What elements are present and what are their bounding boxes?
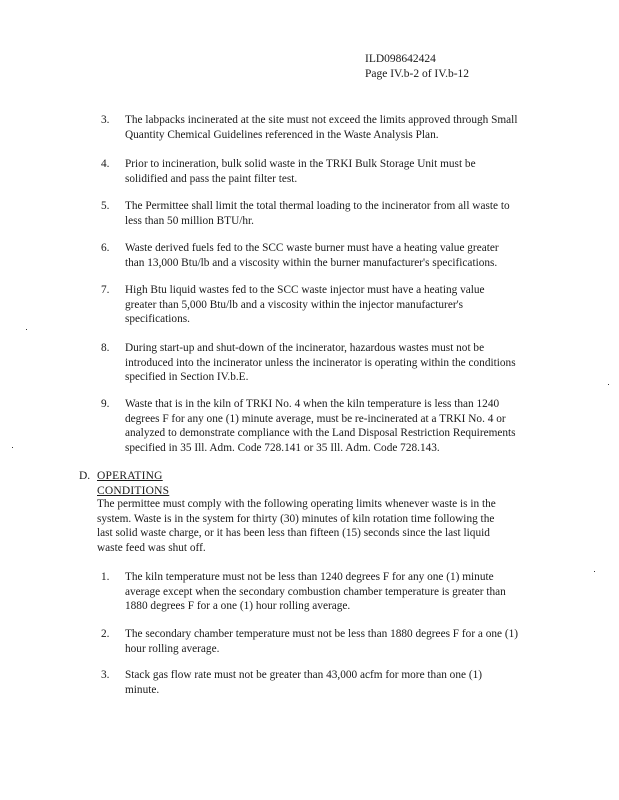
- paragraph-line: last solid waste charge, or it has been less than fifteen (15) seconds since the last liquid: [97, 527, 490, 540]
- section-letter: D.: [79, 470, 91, 482]
- condition-line: Quantity Chemical Guidelines referenced in the Waste Analysis Plan.: [125, 128, 439, 141]
- condition-line: During start-up and shut-down of the incinerator, hazardous wastes must not be: [125, 342, 485, 354]
- limit-line: minute.: [125, 683, 160, 696]
- scan-speck: [608, 384, 609, 385]
- page-reference: Page IV.b-2 of IV.b-12: [365, 68, 470, 80]
- condition-number: 3.: [101, 114, 110, 126]
- condition-line: The Permittee shall limit the total thermal loading to the incinerator from all waste to: [125, 200, 510, 212]
- condition-line: solidified and pass the paint filter test.: [125, 172, 298, 185]
- condition-number: 8.: [101, 342, 110, 354]
- limit-line: The secondary chamber temperature must not be less than 1880 degrees F for a one (1): [125, 628, 519, 640]
- limit-line: 1880 degrees F for a one (1) hour rolling average.: [125, 600, 351, 613]
- limit-line: The kiln temperature must not be less than 1240 degrees F for any one (1) minute: [125, 571, 494, 583]
- section-intro-paragraph: [97, 497, 542, 555]
- condition-number: 9.: [101, 398, 110, 410]
- condition-line: High Btu liquid wastes fed to the SCC waste injector must have a heating value: [125, 284, 485, 296]
- section-title: OPERATING CONDITIONS: [97, 470, 170, 497]
- condition-line: degrees F for any one (1) minute average, must be re-incinerated at a TRKI No. 4 or: [125, 412, 506, 425]
- condition-line: Prior to incineration, bulk solid waste in the TRKI Bulk Storage Unit must be: [125, 158, 476, 170]
- scan-speck: [26, 329, 27, 330]
- condition-line: analyzed to demonstrate compliance with the Land Disposal Restriction Requirements: [125, 427, 516, 440]
- condition-line: The labpacks incinerated at the site must not exceed the limits approved through Small: [125, 114, 518, 126]
- limit-line: average except when the secondary combustion chamber temperature is greater than: [125, 585, 506, 598]
- condition-line: introduced into the incinerator unless the incinerator is operating within the conditions: [125, 356, 516, 369]
- paragraph-line: waste feed was shut off.: [97, 541, 206, 554]
- condition-line: than 13,000 Btu/lb and a viscosity within the burner manufacturer's specifications.: [125, 256, 498, 269]
- condition-number: 7.: [101, 284, 110, 296]
- scan-speck: [594, 571, 595, 572]
- condition-line: less than 50 million BTU/hr.: [125, 214, 254, 227]
- condition-line: Waste derived fuels fed to the SCC waste burner must have a heating value greater: [125, 242, 499, 254]
- paragraph-line: The permittee must comply with the following operating limits whenever waste is in the: [97, 498, 496, 510]
- condition-line: specifications.: [125, 313, 190, 326]
- condition-line: Waste that is in the kiln of TRKI No. 4 when the kiln temperature is less than 1240: [125, 398, 500, 410]
- condition-number: 4.: [101, 158, 110, 170]
- limit-number: 2.: [101, 628, 110, 640]
- limit-number: 3.: [101, 669, 110, 681]
- limit-line: hour rolling average.: [125, 642, 220, 655]
- paragraph-line: system. Waste is in the system for thirty (30) minutes of kiln rotation time following the: [97, 512, 495, 525]
- condition-line: greater than 5,000 Btu/lb and a viscosity within the injector manufacturer's: [125, 298, 464, 311]
- limit-number: 1.: [101, 571, 110, 583]
- scan-speck: [12, 447, 13, 448]
- condition-number: 6.: [101, 242, 110, 254]
- condition-line: specified in 35 Ill. Adm. Code 728.141 or 35 Ill. Adm. Code 728.143.: [125, 441, 440, 454]
- condition-line: specified in Section IV.b.E.: [125, 371, 249, 384]
- limit-line: Stack gas flow rate must not be greater than 43,000 acfm for more than one (1): [125, 669, 482, 681]
- document-id: ILD098642424: [365, 53, 436, 65]
- page-header: [365, 52, 469, 82]
- condition-number: 5.: [101, 200, 110, 212]
